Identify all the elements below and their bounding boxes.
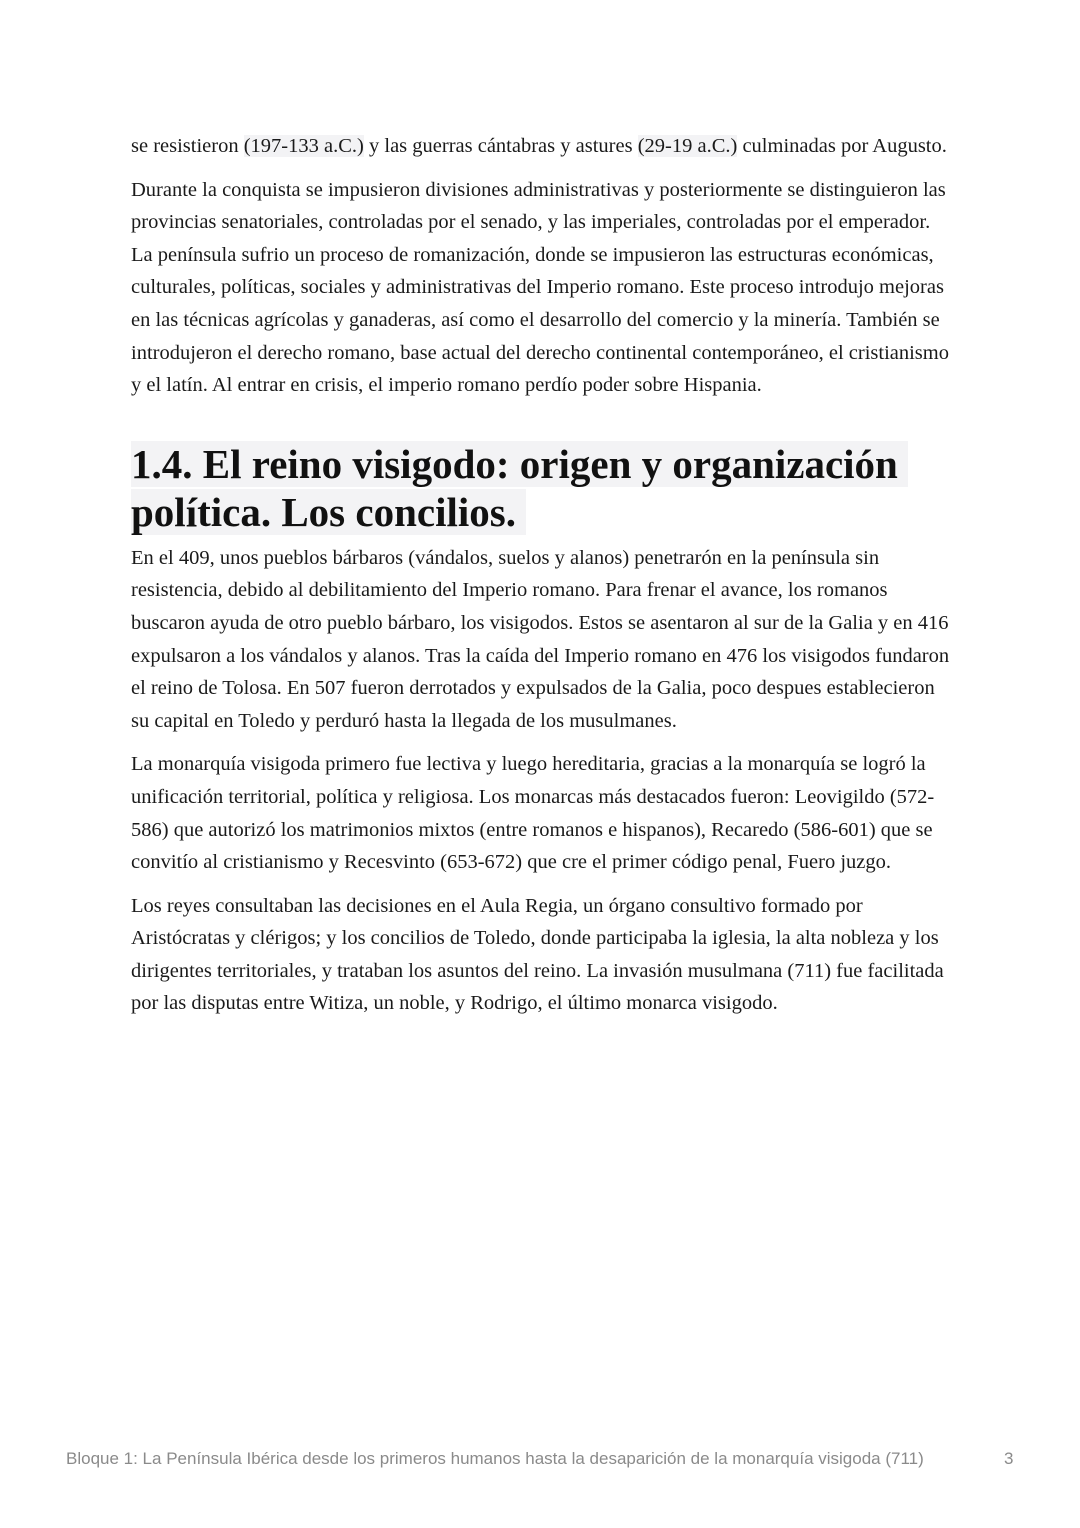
page-footer: Bloque 1: La Península Ibérica desde los primeros humanos hasta la desaparición de la monarquía visigoda (711) [66, 1449, 924, 1468]
highlighted-date: (197-133 a.C.) [243, 135, 364, 157]
text: se resistieron [131, 135, 244, 157]
paragraph: Los reyes consultaban las decisiones en el Aula Regia, un órgano consultivo formado por Aristócratas y clérigos; y los concilios de Toledo, donde participaba la iglesia, la alta nobleza y los dirigentes territoriales, y trataban los asuntos del reino. La invasión musulmana (711) fue facilitada por las disputas entre Witiza, un noble, y Rodrigo, el último monarca visigodo. [131, 894, 944, 1015]
page-body [131, 130, 951, 1031]
section-heading [131, 440, 951, 536]
paragraph [131, 130, 951, 163]
paragraph: La monarquía visigoda primero fue lectiva y luego hereditaria, gracias a la monarquía se logró la unificación territorial, política y religiosa. Los monarcas más destacados fueron: Leovigildo (572-586) que autorizó los matrimonios mixtos (entre romanos e hispanos), Recaredo (586-601) que se convitío al cristianismo y Recesvinto (653-672) que cre el primer código penal, Fuero juzgo. [131, 753, 935, 874]
text: culminadas por Augusto. [737, 135, 947, 157]
highlighted-date: (29-19 a.C.) [637, 135, 738, 157]
heading-line: 1.4. El reino visigodo: origen y organización [131, 441, 908, 487]
paragraph: Durante la conquista se impusieron divisiones administrativas y posteriormente se distinguieron las provincias senatoriales, controladas por el senado, y las imperiales, controladas por el emperador. La península sufrio un proceso de romanización, donde se impusieron las estructuras económicas, culturales, políticas, sociales y administrativas del Imperio romano. Este proceso introdujo mejoras en las técnicas agrícolas y ganaderas, así como el desarrollo del comercio y la minería. También se introdujeron el derecho romano, base actual del derecho continental contemporáneo, el cristianismo y el latín. Al entrar en crisis, el imperio romano perdío poder sobre Hispania. [131, 178, 949, 397]
heading-line: política. Los concilios. [131, 489, 526, 535]
text: y las guerras cántabras y astures [363, 135, 638, 157]
page-number: 3 [1004, 1449, 1014, 1468]
paragraph: En el 409, unos pueblos bárbaros (vándalos, suelos y alanos) penetrarón en la península sin resistencia, debido al debilitamiento del Imperio romano. Para frenar el avance, los romanos buscaron ayuda de otro pueblo bárbaro, los visigodos. Estos se asentaron al sur de la Galia y en 416 expulsaron a los vándalos y alanos. Tras la caída del Imperio romano en 476 los visigodos fundaron el reino de Tolosa. En 507 fueron derrotados y expulsados de la Galia, poco despues establecieron su capital en Toledo y perduró hasta la llegada de los musulmanes. [131, 546, 950, 732]
